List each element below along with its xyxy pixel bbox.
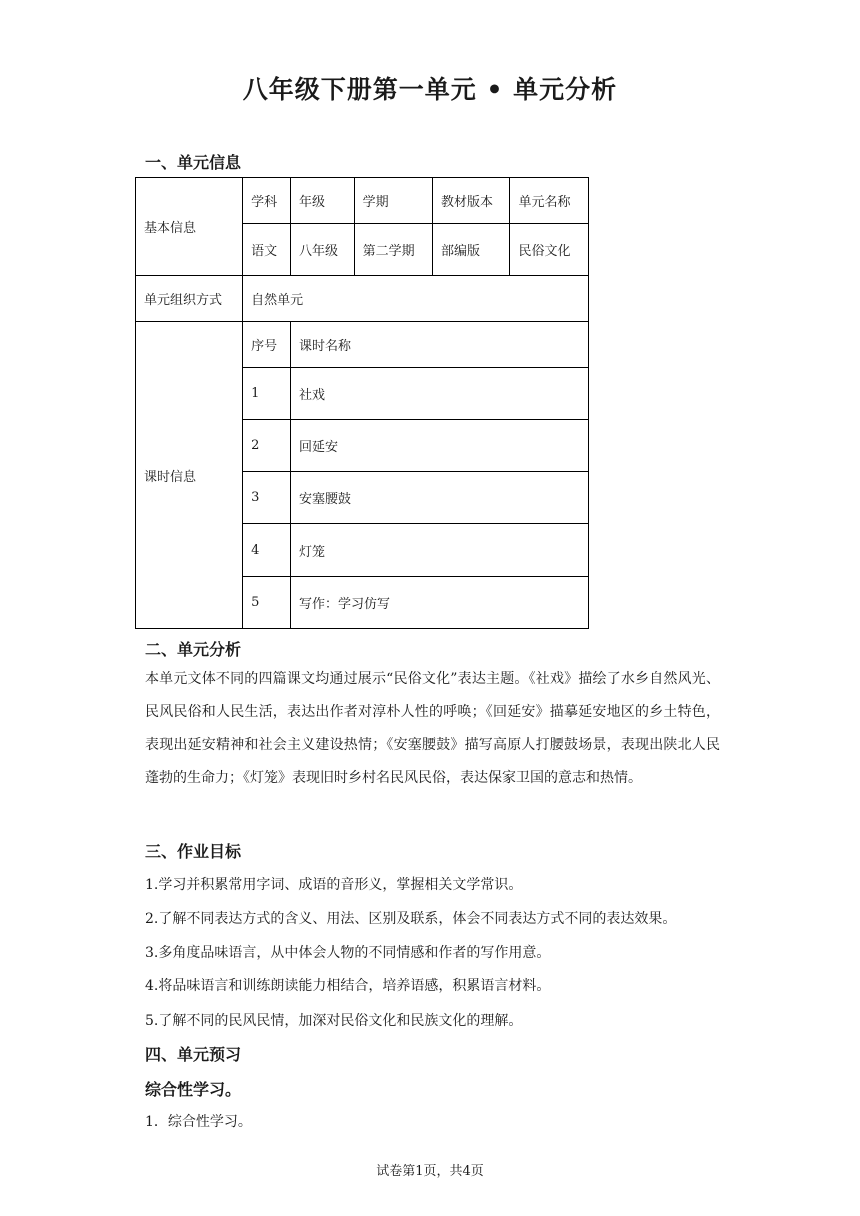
org-label: 单元组织方式 (136, 276, 243, 322)
section-heading-unit-info: 一、单元信息 (145, 153, 242, 172)
goal-item: 5.了解不同的民风民情，加深对民俗文化和民族文化的理解。 (145, 1013, 523, 1029)
lesson-name: 灯笼 (290, 524, 588, 577)
lesson-number: 4 (243, 524, 291, 577)
section-heading-unit-analysis: 二、单元分析 (145, 640, 242, 659)
column-header-term: 学期 (354, 178, 432, 224)
lesson-header-name: 课时名称 (290, 322, 588, 368)
column-header-grade: 年级 (290, 178, 354, 224)
column-header-textbook: 教材版本 (433, 178, 510, 224)
value-unit-name: 民俗文化 (510, 224, 589, 276)
column-header-subject: 学科 (243, 178, 291, 224)
lesson-number: 5 (243, 577, 291, 629)
lesson-info-label: 课时信息 (136, 322, 243, 629)
section-heading-unit-preview: 四、单元预习 (145, 1045, 242, 1064)
value-textbook: 部编版 (433, 224, 510, 276)
value-term: 第二学期 (354, 224, 432, 276)
column-header-unit-name: 单元名称 (510, 178, 589, 224)
lesson-header-number: 序号 (243, 322, 291, 368)
lesson-number: 3 (243, 472, 291, 524)
goal-item: 2.了解不同表达方式的含义、用法、区别及联系，体会不同表达方式不同的表达效果。 (145, 911, 677, 927)
lesson-name: 写作：学习仿写 (290, 577, 588, 629)
document-title: 八年级下册第一单元 • 单元分析 (242, 75, 618, 104)
org-value: 自然单元 (243, 276, 589, 322)
subheading-comprehensive-study: 综合性学习。 (145, 1080, 242, 1099)
unit-analysis-paragraph: 本单元文体不同的四篇课文均通过展示“民俗文化”表达主题。《社戏》描绘了水乡自然风光、民风民俗和人民生活，表达出作者对淳朴人性的呼唤；《回延安》描摹延安地区的乡土特色，表现出延安精神和社会主义建设热情；《安塞腰鼓》描写高原人打腰鼓场景，表现出陕北人民蓬勃的生命力；《灯笼》表现旧时乡村名民风民俗，表达保家卫国的意志和热情。 (145, 671, 720, 786)
lesson-number: 2 (243, 420, 291, 472)
lesson-name: 安塞腰鼓 (290, 472, 588, 524)
value-subject: 语文 (243, 224, 291, 276)
page-footer: 试卷第1页，共4页 (376, 1164, 484, 1179)
lesson-name: 社戏 (290, 368, 588, 420)
basic-info-label: 基本信息 (136, 178, 243, 276)
value-grade: 八年级 (290, 224, 354, 276)
preview-item: 1．综合性学习。 (145, 1114, 252, 1130)
lesson-name: 回延安 (290, 420, 588, 472)
goal-item: 3.多角度品味语言，从中体会人物的不同情感和作者的写作用意。 (145, 945, 551, 961)
lesson-number: 1 (243, 368, 291, 420)
goal-item: 4.将品味语言和训练朗读能力相结合，培养语感，积累语言材料。 (145, 978, 551, 994)
unit-info-table (135, 177, 589, 629)
goal-item: 1.学习并积累常用字词、成语的音形义，掌握相关文学常识。 (145, 877, 523, 893)
section-heading-homework-goals: 三、作业目标 (145, 842, 242, 861)
